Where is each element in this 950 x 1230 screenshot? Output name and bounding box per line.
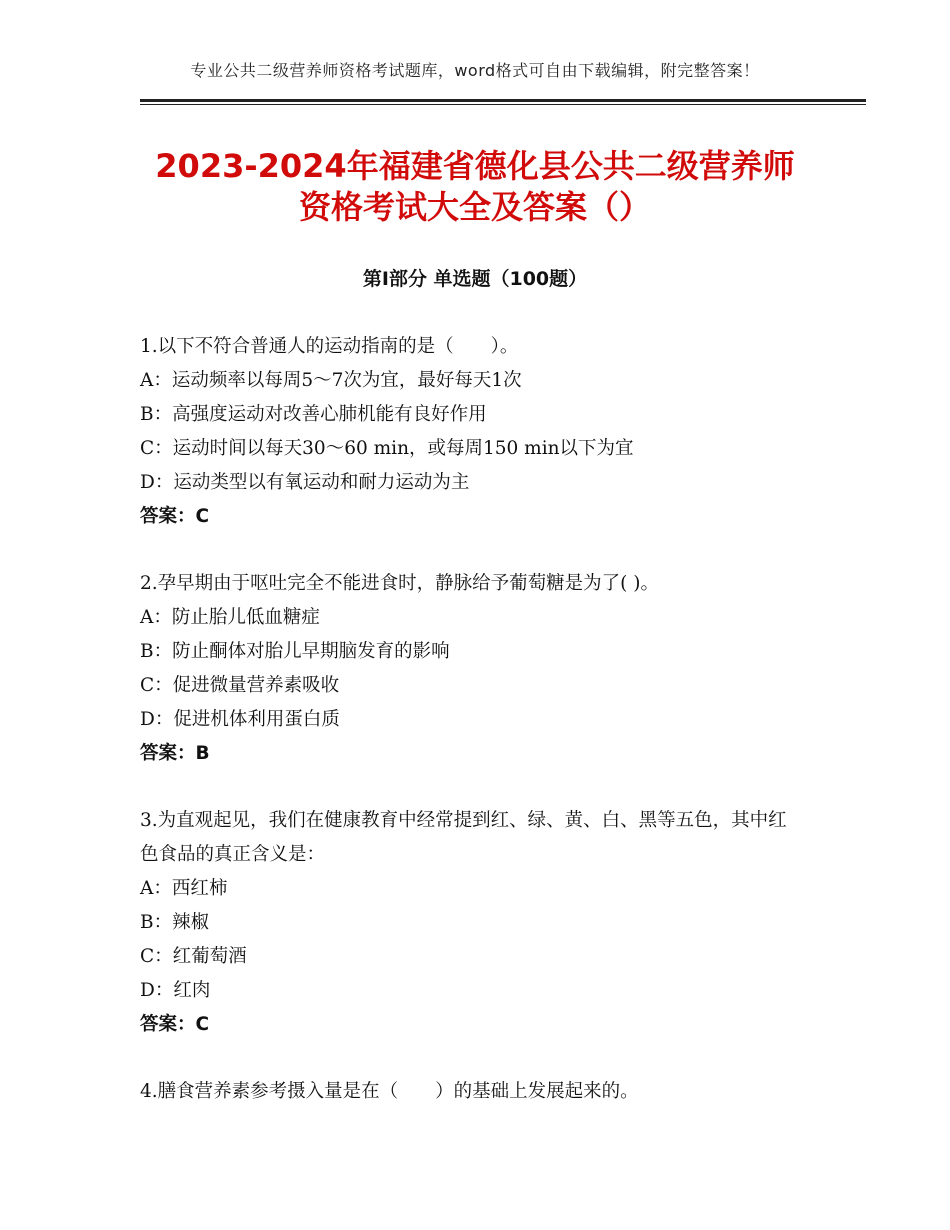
option-a: A：防止胎儿低血糖症 xyxy=(140,607,320,628)
header-rule-thin xyxy=(140,104,866,105)
question-4 xyxy=(140,1075,805,1109)
title-line-2: 资格考试大全及答案（） xyxy=(298,188,651,226)
question-2 xyxy=(140,567,805,771)
question-3 xyxy=(140,804,805,1042)
option-c: C：运动时间以每天30～60 min，或每周150 min以下为宜 xyxy=(140,438,634,459)
option-c: C：促进微量营养素吸收 xyxy=(140,675,340,696)
title-line-1: 2023-2024年福建省德化县公共二级营养师 xyxy=(155,147,795,185)
option-a: A：西红柿 xyxy=(140,878,228,899)
question-list xyxy=(140,330,805,1142)
question-stem: 1.以下不符合普通人的运动指南的是（ ）。 xyxy=(140,336,519,357)
option-d: D：促进机体利用蛋白质 xyxy=(140,709,340,730)
question-stem: 2.孕早期由于呕吐完全不能进食时，静脉给予葡萄糖是为了( )。 xyxy=(140,573,659,594)
header-note: 专业公共二级营养师资格考试题库，word格式可自由下载编辑，附完整答案！ xyxy=(190,61,760,80)
question-stem: 4.膳食营养素参考摄入量是在（ ）的基础上发展起来的。 xyxy=(140,1081,639,1102)
question-stem: 3.为直观起见，我们在健康教育中经常提到红、绿、黄、白、黑等五色，其中红色食品的真正含义是： xyxy=(140,810,787,865)
question-1 xyxy=(140,330,805,534)
document-title xyxy=(100,146,850,228)
option-b: B：辣椒 xyxy=(140,912,210,933)
option-d: D：运动类型以有氧运动和耐力运动为主 xyxy=(140,472,470,493)
option-d: D：红肉 xyxy=(140,980,211,1001)
header-rule-thick xyxy=(140,99,866,102)
option-c: C：红葡萄酒 xyxy=(140,946,247,967)
section-title: 第Ⅰ部分 单选题（100题） xyxy=(362,268,588,290)
option-b: B：防止酮体对胎儿早期脑发育的影响 xyxy=(140,641,450,662)
answer: 答案：B xyxy=(140,743,210,764)
answer: 答案：C xyxy=(140,506,210,527)
option-a: A：运动频率以每周5～7次为宜，最好每天1次 xyxy=(140,370,522,391)
answer: 答案：C xyxy=(140,1014,210,1035)
option-b: B：高强度运动对改善心肺机能有良好作用 xyxy=(140,404,487,425)
